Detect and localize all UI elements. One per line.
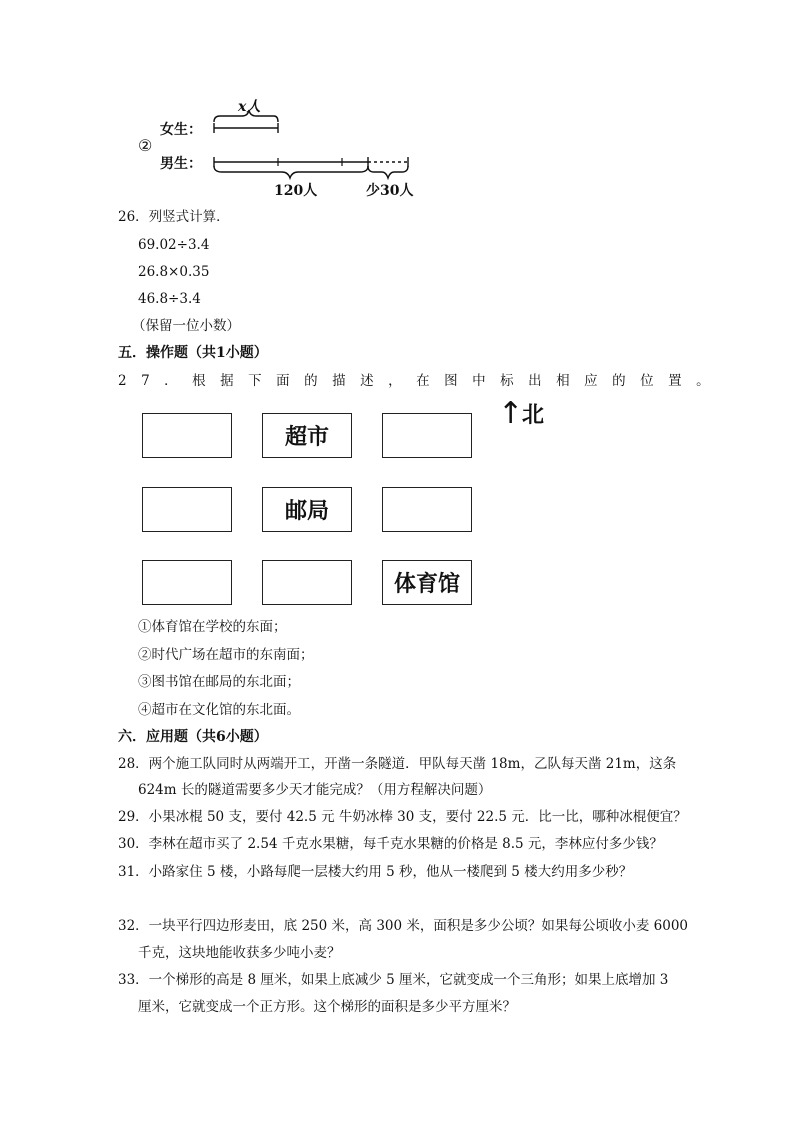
diagram-girls-label: 女生：: [160, 122, 202, 138]
q33-line-1: 33．一个梯形的高是 8 厘米，如果上底减少 5 厘米，它就变成一个三角形；如果上底增加 3: [118, 972, 669, 988]
grid-cell-r2-c2: 邮局: [262, 487, 352, 532]
diagram-seg2-label: 少30人: [366, 183, 414, 199]
grid-cell-r2-c1: [142, 487, 232, 532]
grid-cell-r1-c1: [142, 413, 232, 458]
section-5-title: 五．操作题（共1小题）: [118, 345, 268, 361]
grid-cell-r1-c2: 超市: [262, 413, 352, 458]
diagram-seg1-label: 120人: [274, 183, 318, 199]
q28-line-1: 28．两个施工队同时从两端开工，开凿一条隧道．甲队每天凿 18m，乙队每天凿 21m，这条: [118, 756, 677, 772]
q33-line-2: 厘米，它就变成一个正方形。这个梯形的面积是多少平方厘米？: [138, 999, 516, 1015]
grid-cell-r2-c3: [382, 487, 472, 532]
q27-clue-2: ②时代广场在超市的东南面；: [138, 647, 314, 663]
q32-line-1: 32．一块平行四边形麦田，底 250 米，高 300 米，面积是多少公顷？如果每公顷收小麦 6000: [118, 918, 689, 934]
q27-clue-1: ①体育馆在学校的东面；: [138, 619, 287, 635]
diagram-lines: [130, 92, 430, 204]
q26-title: 26．列竖式计算．: [118, 209, 230, 225]
diagram-top-label: x人: [238, 99, 261, 115]
q27-clue-4: ④超市在文化馆的东北面。: [138, 702, 300, 718]
north-label: 北: [522, 403, 545, 428]
q27-clue-3: ③图书馆在邮局的东北面；: [138, 674, 300, 690]
q29: 29．小果冰棍 50 支，要付 42.5 元 牛奶冰棒 30 支，要付 22.5 元．比一比，哪种冰棍便宜？: [118, 809, 687, 825]
section-6-title: 六．应用题（共6小题）: [118, 729, 268, 745]
q26-item-2: 26.8×0.35: [138, 264, 210, 280]
grid-cell-r3-c2: [262, 560, 352, 605]
q26-note: （保留一位小数）: [132, 318, 240, 334]
q28-line-2: 624m 长的隧道需要多少天才能完成？（用方程解决问题）: [138, 782, 492, 798]
grid-cell-r1-c3: [382, 413, 472, 458]
diagram-marker: ②: [138, 136, 153, 155]
q31: 31．小路家住 5 楼，小路每爬一层楼大约用 5 秒，他从一楼爬到 5 楼大约用多少秒？: [118, 864, 633, 880]
diagram-boys-label: 男生：: [160, 156, 202, 172]
q26-item-3: 46.8÷3.4: [138, 291, 201, 307]
north-arrow-icon: ↑: [498, 396, 524, 431]
q30: 30．李林在超市买了 2.54 千克水果糖，每千克水果糖的价格是 8.5 元，李林应付多少钱？: [118, 836, 663, 852]
q26-item-1: 69.02÷3.4: [138, 237, 210, 253]
q32-line-2: 千克，这块地能收获多少吨小麦？: [138, 945, 341, 961]
grid-cell-r3-c3: 体育馆: [382, 560, 472, 605]
segment-diagram: [130, 92, 430, 204]
grid-cell-r3-c1: [142, 560, 232, 605]
q27-title: 27．根据下面的描述，在图中标出相应的位置。: [118, 373, 725, 389]
